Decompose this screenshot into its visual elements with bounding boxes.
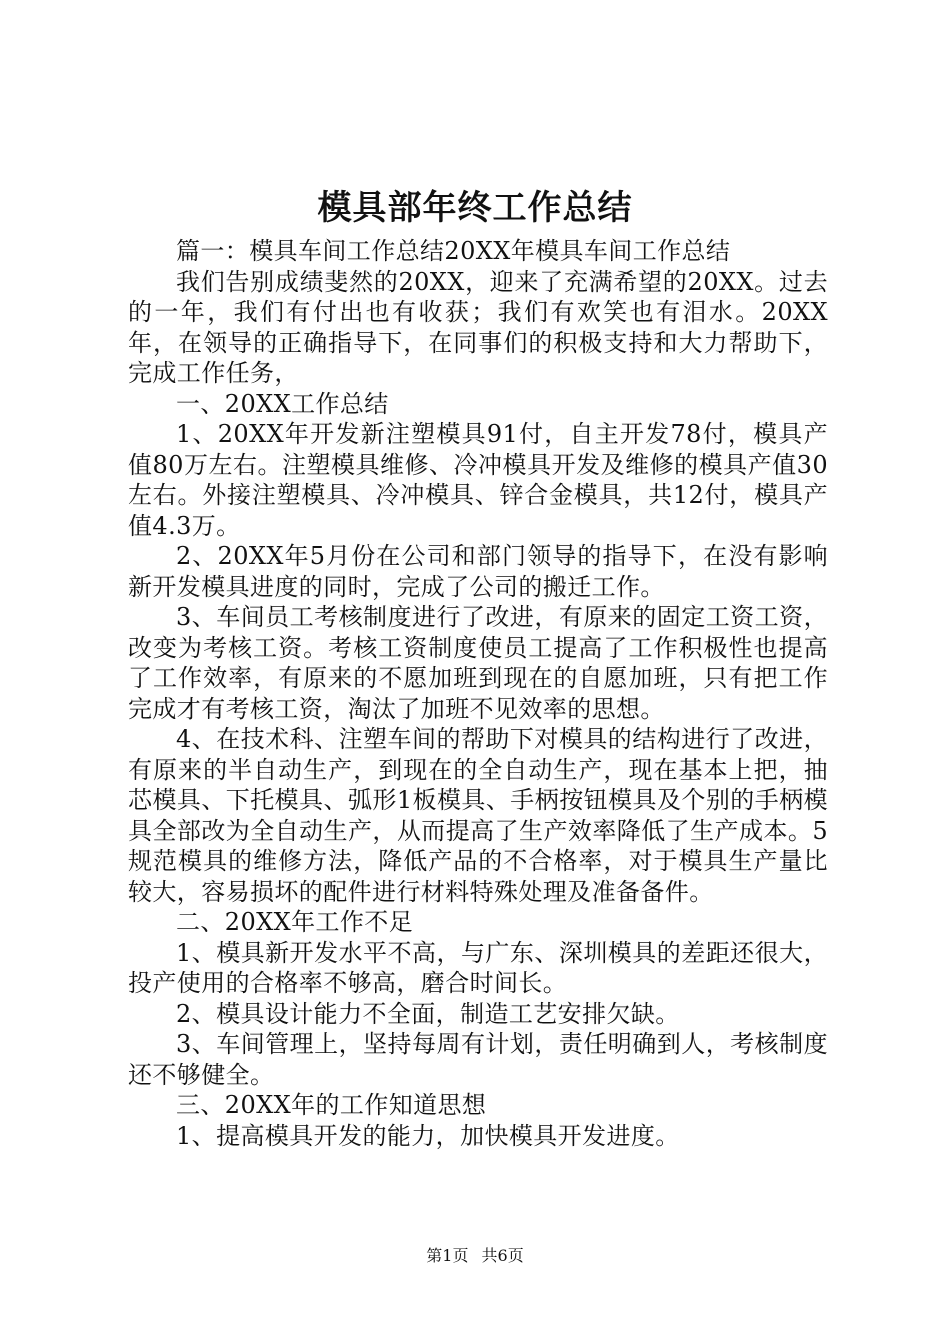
paragraph: 1、20XX年开发新注塑模具91付，自主开发78付，模具产值80万左右。注塑模具维修、冷冲模具开发及维修的模具产值30左右。外接注塑模具、冷冲模具、锌合金模具，共12付，模具产值4.3万。 <box>128 420 828 540</box>
section-heading: 一、20XX工作总结 <box>176 389 389 418</box>
paragraph: 1、提高模具开发的能力，加快模具开发进度。 <box>176 1121 680 1150</box>
paragraph: 2、20XX年5月份在公司和部门领导的指导下，在没有影响新开发模具进度的同时，完成了公司的搬迁工作。 <box>128 542 828 601</box>
paragraph: 4、在技术科、注塑车间的帮助下对模具的结构进行了改进，有原来的半自动生产，到现在的全自动生产，现在基本上把，抽芯模具、下托模具、弧形1板模具、手柄按钮模具及个别的手柄模具全部改为全自动生产，从而提高了生产效率降低了生产成本。5规范模具的维修方法，降低产品的不合格率，对于模具生产量比较大，容易损坏的配件进行材料特殊处理及准备备件。 <box>128 725 828 906</box>
document-body <box>128 236 828 1151</box>
paragraph: 3、车间管理上，坚持每周有计划，责任明确到人，考核制度还不够健全。 <box>128 1030 828 1089</box>
paragraph: 2、模具设计能力不全面，制造工艺安排欠缺。 <box>176 999 680 1028</box>
document-title: 模具部年终工作总结 <box>317 188 633 228</box>
section-heading: 二、20XX年工作不足 <box>176 908 414 936</box>
section-heading: 三、20XX年的工作知道思想 <box>176 1091 487 1119</box>
paragraph: 篇一：模具车间工作总结20XX年模具车间工作总结 <box>176 237 731 265</box>
paragraph: 我们告别成绩斐然的20XX，迎来了充满希望的20XX。过去的一年，我们有付出也有收获；我们有欢笑也有泪水。20XX年，在领导的正确指导下，在同事们的积极支持和大力帮助下，完成工作任务， <box>128 267 828 387</box>
page-footer <box>0 1245 950 1267</box>
paragraph: 3、车间员工考核制度进行了改进，有原来的固定工资工资，改变为考核工资。考核工资制度使员工提高了工作积极性也提高了工作效率，有原来的不愿加班到现在的自愿加班，只有把工作完成才有考核工资，淘汰了加班不见效率的思想。 <box>128 603 828 723</box>
paragraph: 1、模具新开发水平不高，与广东、深圳模具的差距还很大，投产使用的合格率不够高，磨合时间长。 <box>128 938 828 997</box>
page-total: 共6页 <box>481 1246 524 1265</box>
page-number: 第1页 <box>426 1246 469 1265</box>
